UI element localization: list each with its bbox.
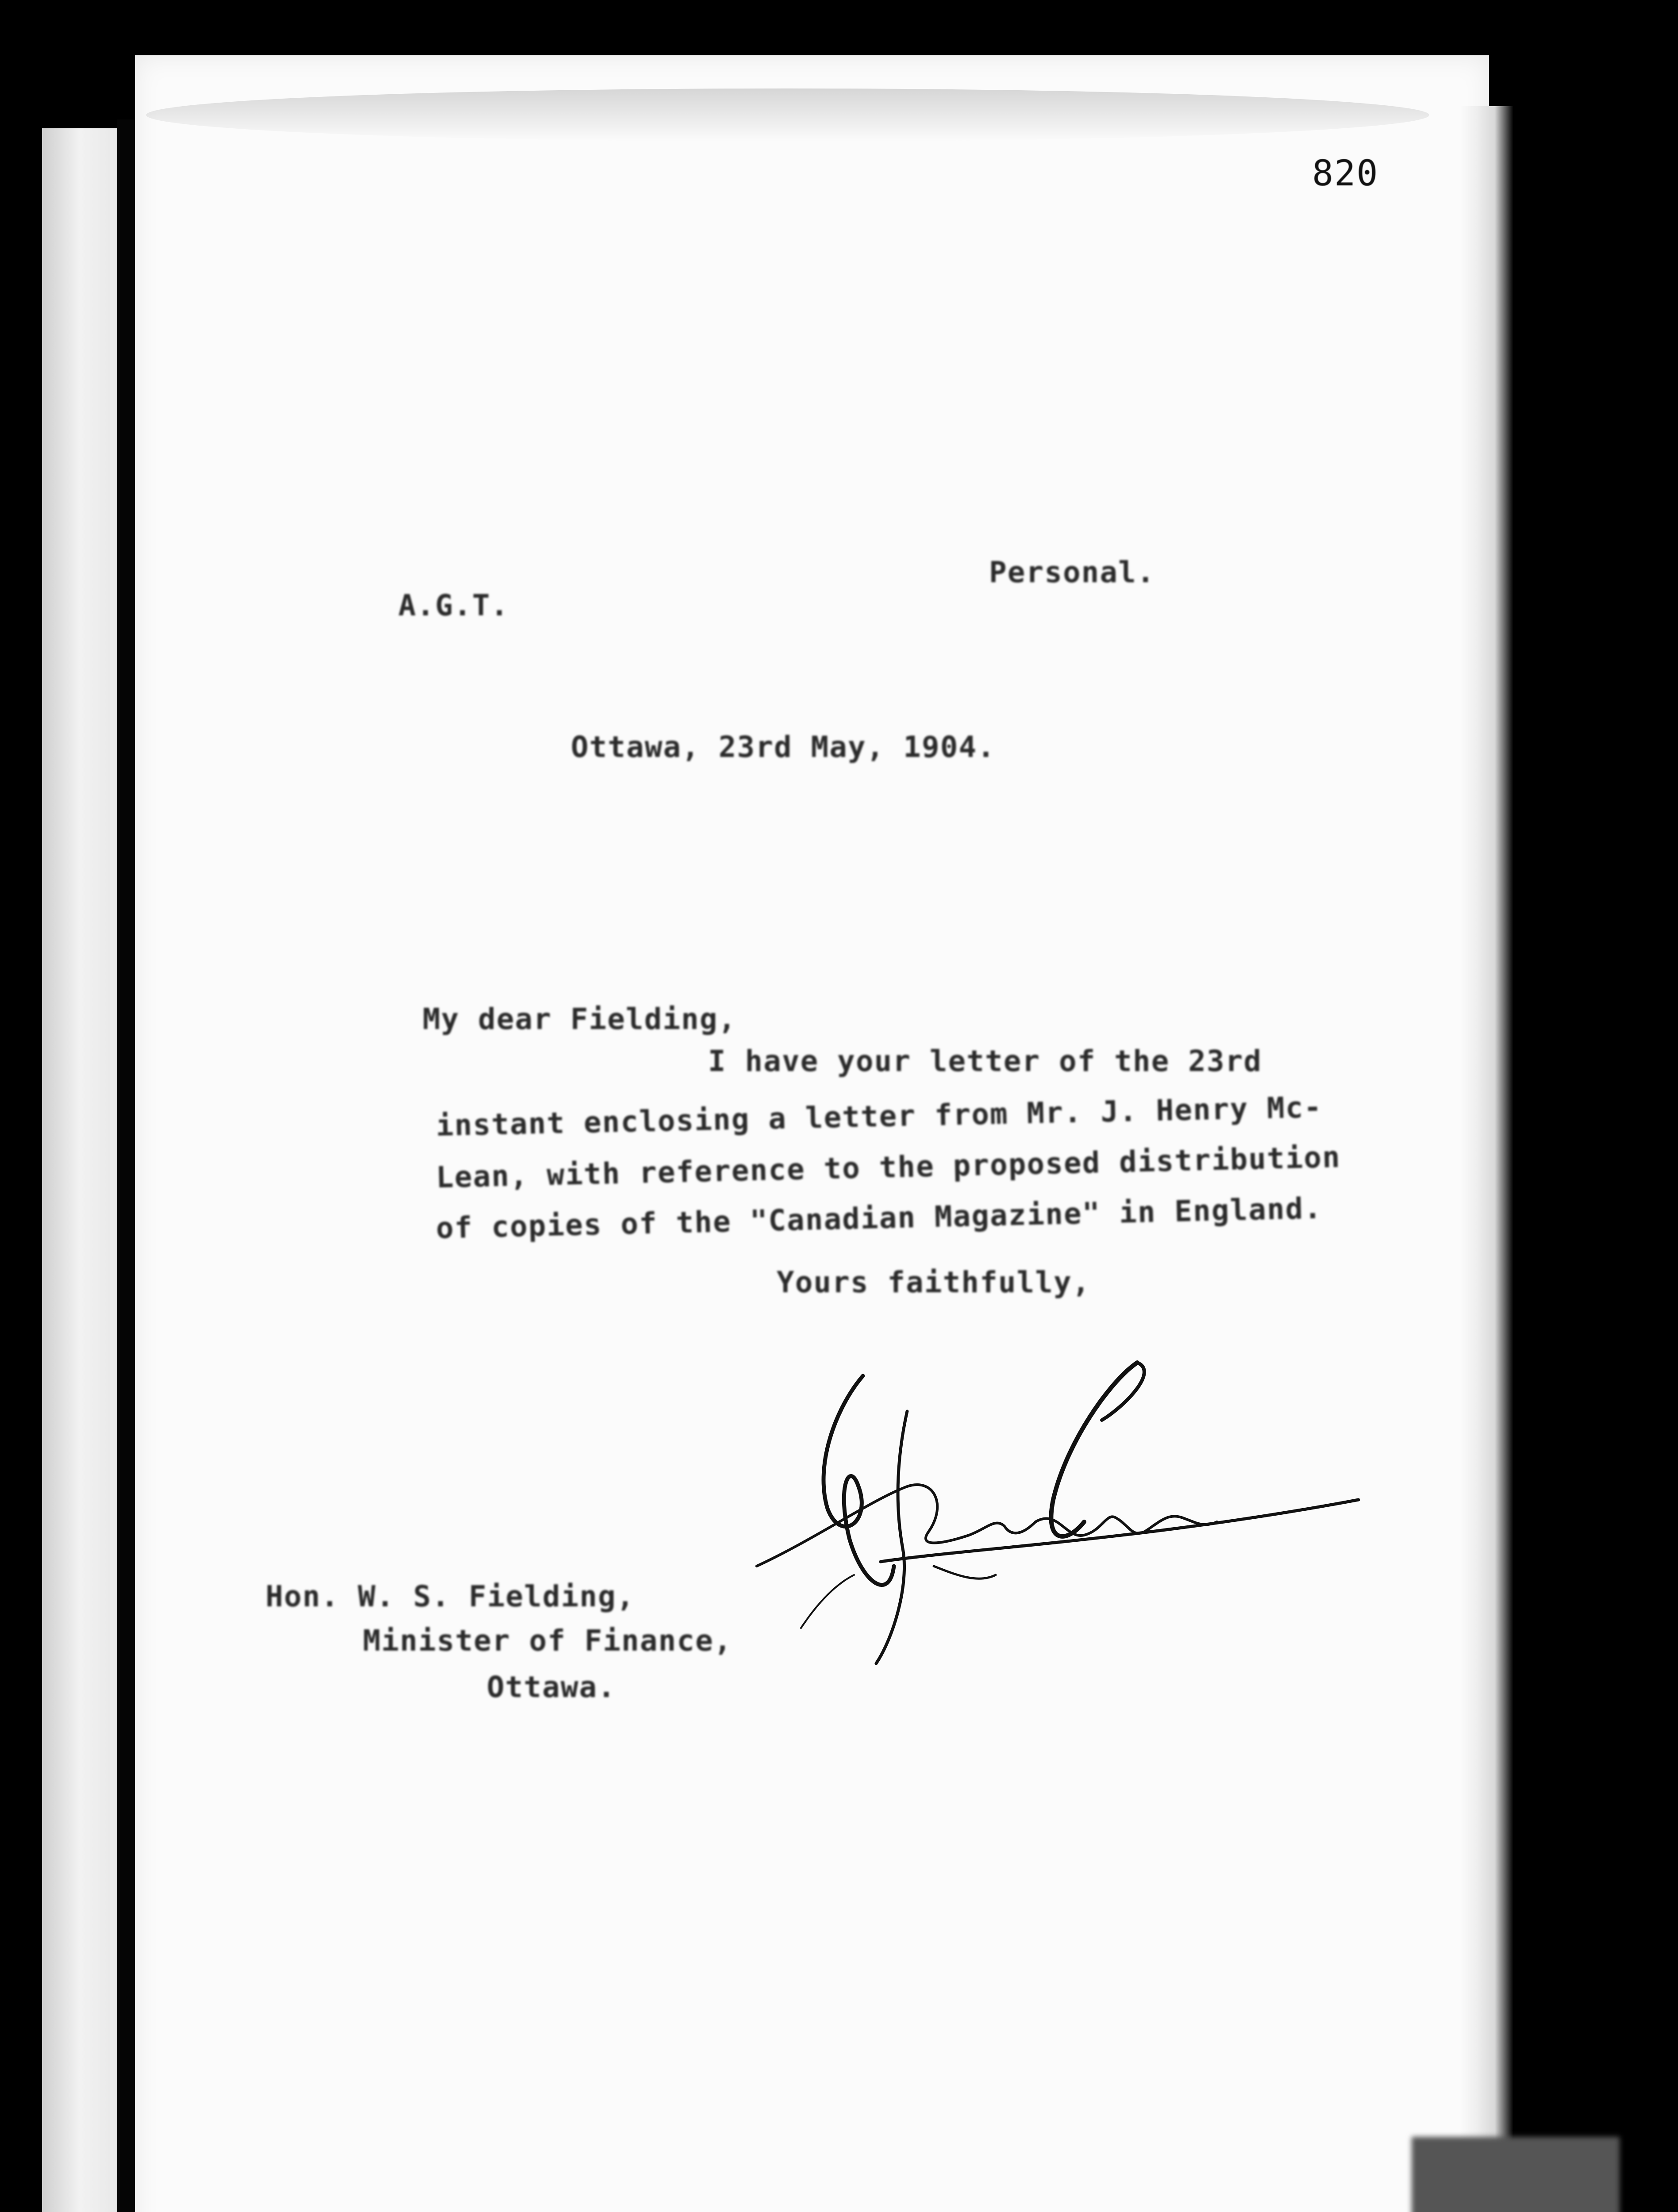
adjacent-page-strip (42, 128, 126, 2212)
header-initials: A.G.T. (398, 588, 509, 622)
addressee-name: Hon. W. S. Fielding, (266, 1579, 635, 1613)
body-line-2: instant enclosing a letter from Mr. J. Henry Mc- (435, 1090, 1323, 1143)
page-number: 820 (1312, 153, 1379, 194)
addressee-title: Minister of Finance, (363, 1624, 732, 1658)
handwritten-signature (748, 1354, 1420, 1690)
personal-marking: Personal. (989, 555, 1155, 589)
body-line-3: Lean, with reference to the proposed distribution (435, 1140, 1341, 1195)
addressee-city: Ottawa. (487, 1670, 616, 1704)
scan-smudge (146, 88, 1429, 142)
page-gap (117, 119, 135, 2212)
body-line-4: of copies of the "Canadian Magazine" in England. (435, 1191, 1323, 1245)
salutation: My dear Fielding, (423, 1002, 737, 1036)
closing: Yours faithfully, (777, 1265, 1091, 1299)
body-line-1: I have your letter of the 23rd (708, 1044, 1262, 1078)
film-scrap-right (1412, 2137, 1620, 2212)
torn-page-edge (1460, 106, 1513, 2212)
dateline: Ottawa, 23rd May, 1904. (571, 730, 996, 764)
